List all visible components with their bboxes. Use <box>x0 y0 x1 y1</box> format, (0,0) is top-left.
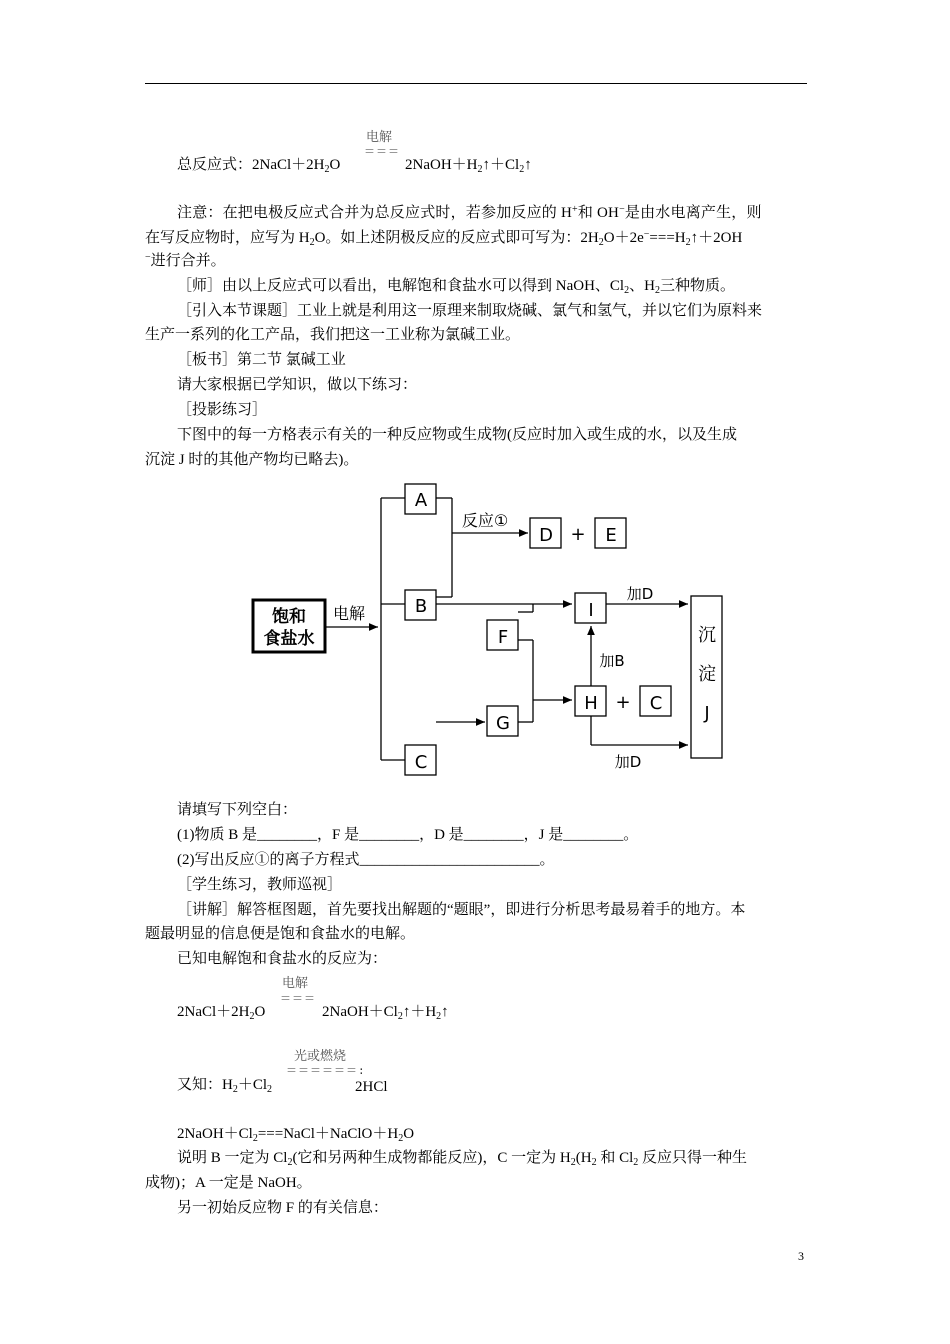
eq4 <box>177 1124 414 1144</box>
intro-line-2: 生产一系列的化工产品，我们把这一工业称为氯碱工业。 <box>145 327 521 343</box>
note-2b: O。如上述阴极反应的反应式即可写为：2H <box>314 230 599 246</box>
electrolysis-label: 电解 <box>332 604 366 623</box>
equation-mark: ＝＝＝ <box>364 145 400 158</box>
ex3-d: 和 Cl <box>596 1150 634 1166</box>
note-2-sub3: 2 <box>685 237 691 248</box>
add-d-top: 加D <box>626 585 654 603</box>
eq3-mark: ＝＝＝＝＝＝: <box>286 1064 366 1077</box>
note-1b: 和 OH <box>577 205 620 221</box>
ex3-sub4: 2 <box>633 1157 639 1168</box>
flow-diagram <box>240 470 740 790</box>
total-reaction-label: 总反应式： <box>177 157 253 173</box>
page-number: 3 <box>798 1249 804 1263</box>
eq2-rhs-sub1: 2 <box>397 1011 403 1022</box>
note-2-sub: 2 <box>309 237 315 248</box>
add-d-bottom: 加D <box>614 753 642 771</box>
fill-prompt: 请填写下列空白： <box>177 802 298 818</box>
note-2a: 在写反应物时，应写为 H <box>145 230 310 246</box>
eq3-lhs-b: ＋Cl <box>237 1077 268 1093</box>
ex3-c: (H <box>575 1150 592 1166</box>
board-line: ［板书］第二节 氯碱工业 <box>177 352 346 368</box>
teacher-line <box>177 276 735 296</box>
label-d: D <box>539 525 553 546</box>
reaction1-label: 反应① <box>461 511 509 530</box>
note-2e: ↑＋2OH <box>690 230 743 246</box>
eq-rhs-sub2: 2 <box>519 164 525 175</box>
add-b: 加B <box>599 652 625 670</box>
ex3-a: 说明 B 一定为 Cl <box>177 1150 288 1166</box>
practice-prompt: 请大家根据已学知识，做以下练习： <box>177 377 418 393</box>
known-electrolysis: 已知电解饱和食盐水的反应为： <box>177 951 388 967</box>
eq3-lhs-sub2: 2 <box>267 1084 273 1095</box>
teacher-b: 、H <box>629 278 655 294</box>
label-e: E <box>605 525 617 546</box>
eq2-mark: ＝＝＝ <box>280 992 316 1005</box>
note-line-1 <box>177 203 762 223</box>
eq2-rhs-b: ↑＋H <box>402 1004 437 1020</box>
note-line-3 <box>145 251 226 271</box>
label-c2: C <box>649 693 663 714</box>
total-reaction-rhs <box>405 155 532 175</box>
note-1c: 是由水电离产生，则 <box>624 205 762 221</box>
label-f: F <box>497 627 509 648</box>
label-g: G <box>496 713 510 734</box>
label-c: C <box>414 752 428 773</box>
label-j-1: 沉 <box>698 625 716 646</box>
eq4-a: 2NaOH＋Cl <box>177 1126 253 1142</box>
eq2-rhs-a: 2NaOH＋Cl <box>322 1004 398 1020</box>
total-reaction-line <box>177 155 340 175</box>
eq3-condition: 光或燃烧 <box>294 1049 347 1064</box>
label-a: A <box>414 490 428 511</box>
ex3-sub2: 2 <box>570 1157 576 1168</box>
eq4-b: ===NaCl＋NaClO＋H <box>257 1126 399 1142</box>
eq3-lhs-sub1: 2 <box>232 1084 238 1095</box>
eq4-c: O <box>403 1126 415 1142</box>
note-2d: ===H <box>649 230 686 246</box>
teacher-c: 三种物质。 <box>659 278 735 294</box>
eq4-sub1: 2 <box>252 1133 258 1144</box>
start-label-2: 食盐水 <box>263 629 315 649</box>
eq-rhs-b: ↑＋Cl <box>482 157 520 173</box>
ex3-b: (它和另两种生成物都能反应)，C 一定为 H <box>292 1150 571 1166</box>
other-info: 另一初始反应物 F 的有关信息： <box>177 1200 388 1216</box>
teacher-a: ［师］由以上反应式可以看出，电解饱和食盐水可以得到 NaOH、Cl <box>177 278 625 294</box>
problem-line-2: 沉淀 J 时的其他产物均已略去)。 <box>145 452 359 468</box>
condition-electrolysis: 电解 <box>366 130 393 145</box>
header-rule <box>145 83 807 84</box>
eq2-lhs-sub: 2 <box>249 1011 255 1022</box>
eq2-rhs-c: ↑ <box>441 1004 449 1020</box>
note-1-sup2: − <box>619 204 625 215</box>
question-2: (2)写出反应①的离子方程式________________________。 <box>177 852 555 868</box>
eq2-condition: 电解 <box>282 976 309 991</box>
teacher-sub1: 2 <box>624 285 630 296</box>
eq-lhs-a: 2NaCl＋2H <box>252 157 325 173</box>
label-b: B <box>414 596 428 617</box>
plus-de: + <box>570 524 586 545</box>
explain-line-3 <box>177 1148 747 1168</box>
eq2-lhs-a: 2NaCl＋2H <box>177 1004 250 1020</box>
note-1a: 注意：在把电极反应式合并为总反应式时，若参加反应的 H <box>177 205 572 221</box>
teacher-sub2: 2 <box>654 285 660 296</box>
note-line-2 <box>145 228 742 248</box>
eq3-rhs: 2HCl <box>355 1079 388 1095</box>
start-label-1: 饱和 <box>272 607 306 627</box>
eq-lhs-b: O <box>329 157 341 173</box>
ex3-e: 反应只得一种生 <box>638 1150 748 1166</box>
note-2-sub2: 2 <box>598 237 604 248</box>
explain-line-2: 题最明显的信息便是饱和食盐水的电解。 <box>145 926 416 942</box>
label-j-3: J <box>704 703 710 724</box>
eq2-rhs-sub2: 2 <box>436 1011 442 1022</box>
ex3-sub1: 2 <box>287 1157 293 1168</box>
projection-line: ［投影练习］ <box>177 402 268 418</box>
explain-line-4: 成物)；A 一定是 NaOH。 <box>145 1175 312 1191</box>
question-1: (1)物质 B 是________，F 是________，D 是________，J 是________。 <box>177 827 639 843</box>
eq3-lhs <box>177 1075 272 1095</box>
explain-line-1: ［讲解］解答框图题，首先要找出解题的“题眼”，即进行分析思考最易着手的地方。本 <box>177 902 746 918</box>
note-2-sup: − <box>643 229 650 240</box>
eq3-lhs-a: 又知：H <box>177 1077 233 1093</box>
eq-rhs-c: ↑ <box>524 157 532 173</box>
eq-rhs-a: 2NaOH＋H <box>405 157 478 173</box>
eq2-lhs-b: O <box>254 1004 266 1020</box>
note-1-sup: + <box>572 204 578 215</box>
label-i: I <box>588 600 594 621</box>
note-3-sup: − <box>145 252 151 263</box>
student-practice: ［学生练习，教师巡视］ <box>177 877 343 893</box>
plus-hc: + <box>615 692 631 713</box>
eq-lhs-sub: 2 <box>324 164 330 175</box>
intro-line-1: ［引入本节课题］工业上就是利用这一原理来制取烧碱、氯气和氢气，并以它们为原料来 <box>177 303 763 319</box>
eq4-sub2: 2 <box>398 1133 404 1144</box>
note-2c: O＋2e <box>603 230 644 246</box>
label-h: H <box>584 693 598 714</box>
eq2-rhs <box>322 1002 449 1022</box>
note-3: 进行合并。 <box>150 253 226 269</box>
eq2-lhs <box>177 1002 265 1022</box>
label-j-2: 淀 <box>698 664 716 685</box>
ex3-sub3: 2 <box>591 1157 597 1168</box>
problem-line-1: 下图中的每一方格表示有关的一种反应物或生成物(反应时加入或生成的水，以及生成 <box>177 427 737 443</box>
eq-rhs-sub1: 2 <box>477 164 483 175</box>
